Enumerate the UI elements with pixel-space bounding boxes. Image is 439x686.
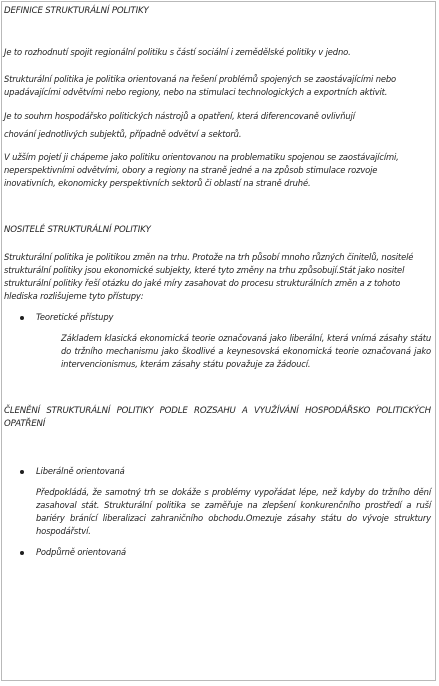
paragraph-definice-3b: chování jednotlivých subjektů, případně odvětví a sektorů. bbox=[4, 129, 242, 139]
bullet-label: Podpůrně orientovaná bbox=[36, 547, 126, 557]
paragraph-definice-1: Je to rozhodnutí spojit regionální politiku s částí sociální i zemědělské politiky v jedno. bbox=[4, 47, 351, 57]
bullet-text-teoreticke: Základem klasická ekonomická teorie označovaná jako liberální, která vnímá zásahy státu do tržního mechanismu jako škodlivé a keynesovská ekonomická teorie označovaná jako intervencionismus, kterám zásahy státu považuje za žádoucí. bbox=[61, 333, 431, 369]
bullet-text-liberalne: Předpokládá, že samotný trh se dokáže s problémy vypořádat lépe, než kdyby do tržního dění zasahoval stát. Strukturální politika se zaměřuje na zlepšení konkurenčního prostředí a ruší bariéry bránící liberalizaci zahraničního obchodu.Omezuje zásahy státu do vývoje struktury hospodářství. bbox=[36, 487, 431, 536]
section-heading-nositele: NOSITELÉ STRUKTURÁLNÍ POLITIKY bbox=[4, 225, 151, 235]
bullet-dot-icon bbox=[20, 316, 24, 320]
paragraph-nositele-1: Strukturální politika je politikou změn na trhu. Protože na trh působí mnoho různých činitelů, nositelé strukturální politiky jsou ekonomické subjekty, které tyto změny na trhu způsobují.Stát jako nositel strukturální politiky řeší otázku do jaké míry zasahovat do procesu strukturálních změn a z tohoto hlediska rozlišujeme tyto přístupy: bbox=[4, 252, 414, 301]
bullet-label: Liberálně orientovaná bbox=[36, 466, 125, 476]
bullet-list-cleneni-2 bbox=[4, 546, 431, 559]
bullet-list-cleneni bbox=[4, 465, 431, 478]
paragraph-definice-4: V užším pojetí ji chápeme jako politiku orientovanou na problematiku spojenou se zaostávajícími, neperspektivními odvětvími, obory a regiony na straně jedné a na způsob stimulace rozvoje inovativních, ekonomicky perspektivních sektorů či oblastí na straně druhé. bbox=[4, 152, 399, 188]
section-heading-cleneni: ČLENĚNÍ STRUKTURÁLNÍ POLITIKY PODLE ROZSAHU A VYUŽÍVÁNÍ HOSPODÁŘSKO POLITICKÝCH OPATŘENÍ bbox=[4, 406, 431, 429]
bullet-dot-icon bbox=[20, 470, 24, 474]
list-item bbox=[4, 546, 431, 559]
list-item bbox=[4, 311, 431, 324]
bullet-dot-icon bbox=[20, 551, 24, 555]
paragraph-definice-2: Strukturální politika je politika orientovaná na řešení problémů spojených se zaostávajícími nebo upadávajícími odvětvími nebo regiony, nebo na stimulaci technologických a exportních aktivit. bbox=[4, 74, 397, 97]
section-heading-definice: DEFINICE STRUKTURÁLNÍ POLITIKY bbox=[4, 6, 149, 16]
bullet-label: Teoretické přístupy bbox=[36, 312, 114, 322]
paragraph-definice-3a: Je to souhrn hospodářsko politických nástrojů a opatření, která diferencovaně ovlivňují bbox=[4, 111, 355, 121]
document-page bbox=[1, 1, 436, 681]
bullet-list-nositele bbox=[4, 311, 431, 324]
list-item bbox=[4, 465, 431, 478]
